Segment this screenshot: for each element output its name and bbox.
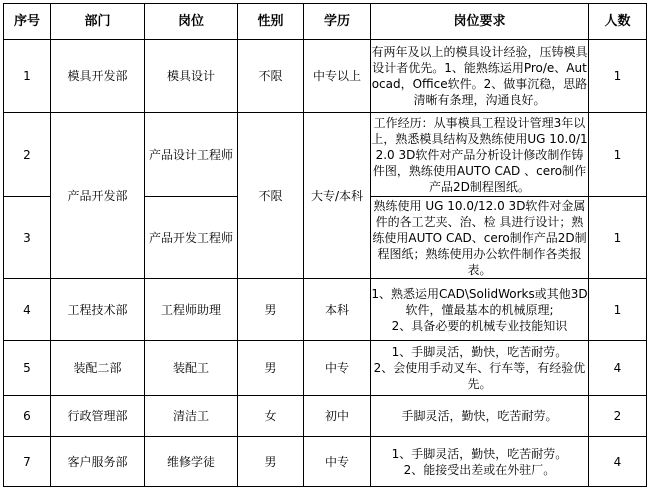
cell-requirements: 熟练使用 UG 10.0/12.0 3D软件对金属件的各工艺夹、治、检 具进行设计；熟练使用AUTO CAD、cero制作产品2D制程图纸；熟练使用办公软件制作各类报表。 <box>372 198 587 277</box>
cell-count: 4 <box>589 437 647 487</box>
cell-position: 产品开发工程师 <box>145 197 238 279</box>
header-education: 学历 <box>304 4 371 40</box>
cell-education: 中专以上 <box>304 40 371 113</box>
cell-no: 1 <box>4 40 51 113</box>
table-row <box>4 113 647 197</box>
table-row <box>4 437 647 487</box>
requirement-line: 1、手脚灵活，勤快，吃苦耐劳。 <box>391 345 568 359</box>
table-row <box>4 341 647 396</box>
cell-count: 1 <box>589 197 647 279</box>
cell-position: 模具设计 <box>145 40 238 113</box>
cell-education: 大专/本科 <box>304 113 371 279</box>
cell-gender: 女 <box>238 396 304 437</box>
cell-education: 中专 <box>304 437 371 487</box>
header-count: 人数 <box>589 4 647 40</box>
requirement-line: 2、会使用手动叉车、行车等，有经验优先。 <box>373 361 586 391</box>
header-position: 岗位 <box>145 4 238 40</box>
cell-requirements: 工作经历：从事模具工程设计管理3年以上，熟悉模具结构及熟练使用UG 10.0/12.0 3D软件对产品分析设计修改制作铸件图，熟练使用AUTO CAD 、cero制作产品2D制程图纸。 <box>371 113 589 197</box>
cell-count: 4 <box>589 341 647 396</box>
header-no: 序号 <box>4 4 51 40</box>
cell-position: 维修学徒 <box>145 437 238 487</box>
cell-education: 初中 <box>304 396 371 437</box>
cell-dept: 工程技术部 <box>51 279 145 341</box>
cell-requirements <box>371 437 589 487</box>
cell-dept: 装配二部 <box>51 341 145 396</box>
cell-gender: 不限 <box>238 113 304 279</box>
requirement-line: 1、熟悉运用CAD\SolidWorks或其他3D软件，懂最基本的机械原理; <box>371 286 588 317</box>
cell-no: 6 <box>4 396 51 437</box>
header-requirements: 岗位要求 <box>371 4 589 40</box>
cell-education: 中专 <box>304 341 371 396</box>
header-gender: 性别 <box>238 4 304 40</box>
requirement-line: 1、手脚灵活，勤快，吃苦耐劳。 <box>391 446 568 461</box>
header-row <box>4 4 647 40</box>
cell-count: 1 <box>589 113 647 197</box>
cell-no: 2 <box>4 113 51 197</box>
cell-requirements <box>371 341 589 396</box>
cell-no: 7 <box>4 437 51 487</box>
cell-gender: 不限 <box>238 40 304 113</box>
cell-gender: 男 <box>238 437 304 487</box>
table-row <box>4 279 647 341</box>
cell-dept: 产品开发部 <box>51 113 145 279</box>
requirement-line: 2、能接受出差或在外驻厂。 <box>403 462 556 477</box>
cell-gender: 男 <box>238 279 304 341</box>
cell-education: 本科 <box>304 279 371 341</box>
cell-position: 产品设计工程师 <box>145 113 238 197</box>
cell-position: 清洁工 <box>145 396 238 437</box>
cell-position: 工程师助理 <box>145 279 238 341</box>
cell-dept: 客户服务部 <box>51 437 145 487</box>
header-dept: 部门 <box>51 4 145 40</box>
cell-position: 装配工 <box>145 341 238 396</box>
cell-dept: 模具开发部 <box>51 40 145 113</box>
table-row <box>4 396 647 437</box>
job-openings-table <box>3 3 647 487</box>
table-row <box>4 40 647 113</box>
cell-no: 4 <box>4 279 51 341</box>
cell-count: 2 <box>589 396 647 437</box>
cell-requirements: 有两年及以上的模具设计经验，压铸模具设计者优先。1、能熟练运用Pro/e、Autocad，Office软件。2、做事沉稳，思路清晰有条理，沟通良好。 <box>371 40 589 113</box>
cell-requirements: 手脚灵活，勤快，吃苦耐劳。 <box>371 396 589 437</box>
cell-dept: 行政管理部 <box>51 396 145 437</box>
cell-gender: 男 <box>238 341 304 396</box>
requirement-line: 2、具备必要的机械专业技能知识 <box>391 318 568 333</box>
cell-requirements <box>371 279 589 341</box>
cell-count: 1 <box>589 279 647 341</box>
cell-count: 1 <box>589 40 647 113</box>
cell-no: 5 <box>4 341 51 396</box>
cell-no: 3 <box>4 197 51 279</box>
